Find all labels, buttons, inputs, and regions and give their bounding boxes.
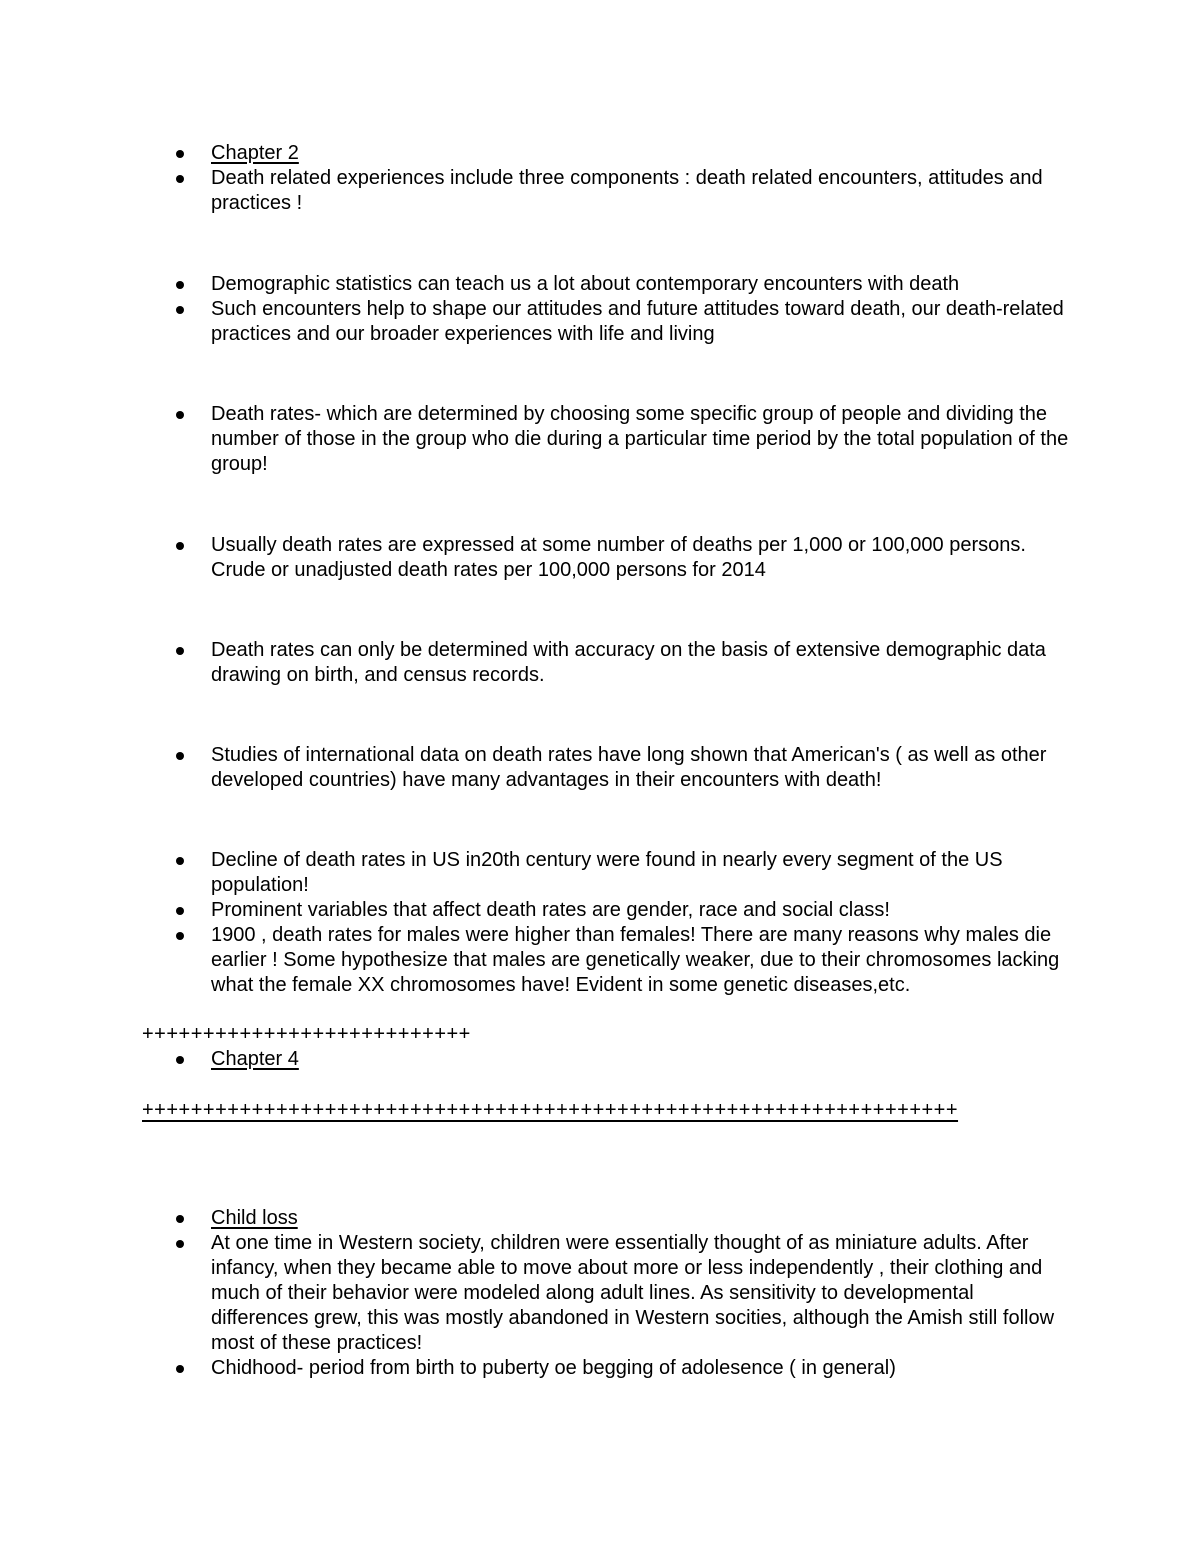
bullet-item: 1900 , death rates for males were higher than females! There are many reasons why males die earlier ! Some hypothesize that males are genetically weaker, due to their chromosomes lacking what the female XX chromosomes have! Evident in some genetic diseases,etc.: [211, 923, 1071, 998]
bullet-item: Such encounters help to shape our attitudes and future attitudes toward death, our death-related practices and our broader experiences with life and living: [211, 297, 1071, 347]
bullet-item: Death rates- which are determined by choosing some specific group of people and dividing the number of those in the group who die during a particular time period by the total population of the group!: [211, 402, 1071, 477]
bullet-item: Decline of death rates in US in20th century were found in nearly every segment of the US population!: [211, 848, 1071, 898]
bullet-item: Demographic statistics can teach us a lot about contemporary encounters with death: [211, 272, 1071, 297]
bullet-item: Death related experiences include three components : death related encounters, attitudes and practices !: [211, 166, 1071, 216]
bullet-item: Studies of international data on death rates have long shown that American's ( as well as other developed countries) have many advantages in their encounters with death!: [211, 743, 1071, 793]
bullet-item: Prominent variables that affect death rates are gender, race and social class!: [211, 898, 1071, 923]
chapter-4-heading: Chapter 4: [211, 1047, 1071, 1072]
separator-line: +++++++++++++++++++++++++++: [142, 1023, 471, 1045]
bullet-item: Chidhood- period from birth to puberty oe begging of adolesence ( in general): [211, 1356, 1071, 1381]
chapter-2-heading: Chapter 2: [211, 141, 1071, 166]
bullet-item: Usually death rates are expressed at some number of deaths per 1,000 or 100,000 persons. Crude or unadjusted death rates per 100,000 persons for 2014: [211, 533, 1071, 583]
child-loss-heading: Child loss: [211, 1206, 1071, 1231]
bullet-item: At one time in Western society, children were essentially thought of as miniature adults. After infancy, when they became able to move about more or less independently , their clothing and much of their behavior were modeled along adult lines. As sensitivity to developmental differences grew, this was mostly abandoned in Western socities, although the Amish still follow most of these practices!: [211, 1231, 1071, 1356]
bullet-item: Death rates can only be determined with accuracy on the basis of extensive demographic data drawing on birth, and census records.: [211, 638, 1071, 688]
separator-line-underlined: +++++++++++++++++++++++++++++++++++++++++++++++++++++++++++++++++++: [142, 1099, 959, 1121]
